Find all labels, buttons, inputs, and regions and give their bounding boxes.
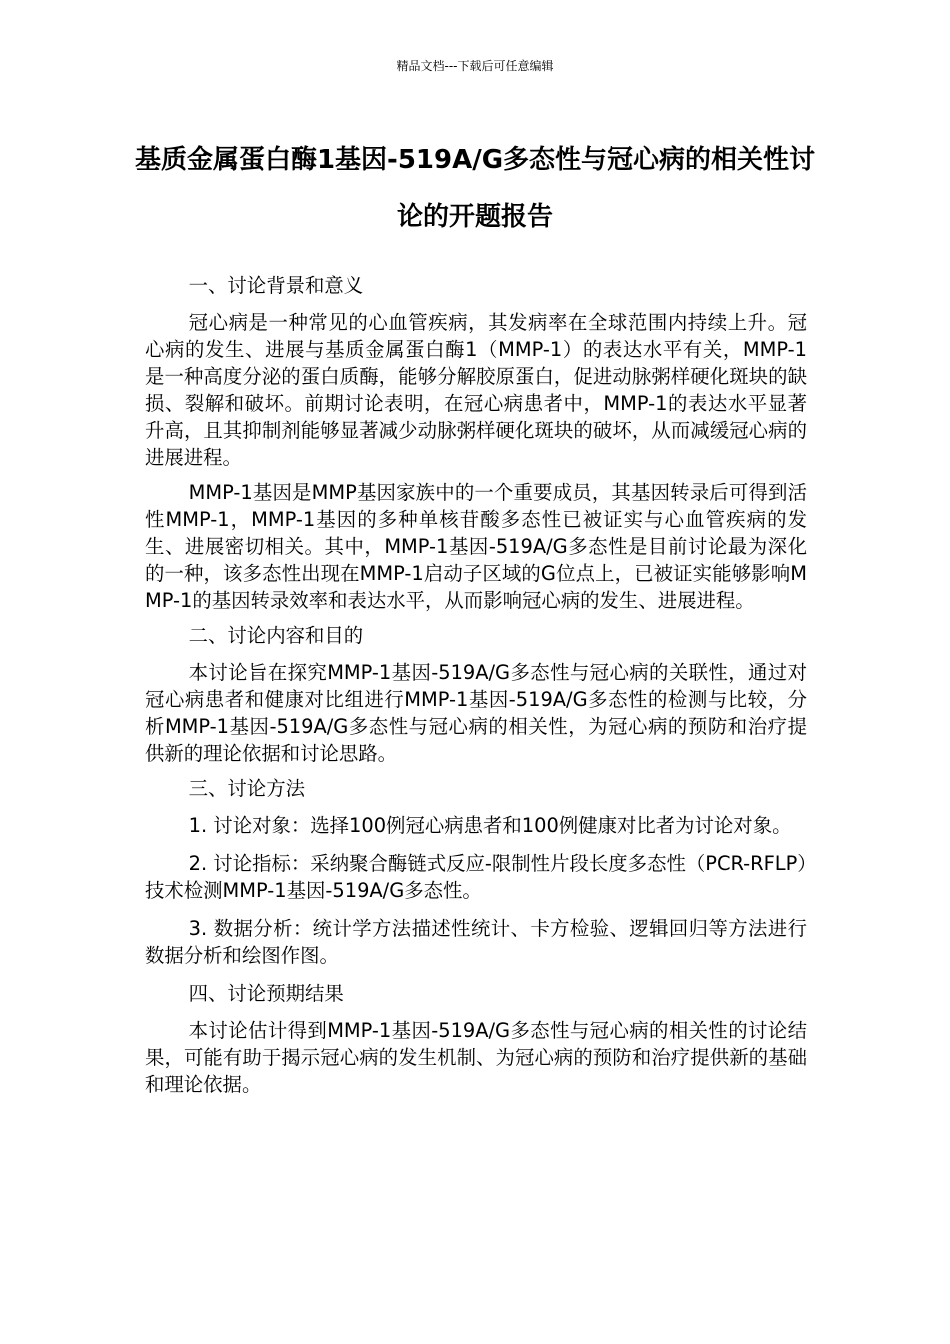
method-item-subjects: 1. 讨论对象：选择100例冠心病患者和100例健康对比者为讨论对象。	[188, 814, 792, 837]
document-title: 基质金属蛋白酶1基因-519A/G多态性与冠心病的相关性讨论的开题报告	[134, 145, 816, 232]
document-body	[145, 272, 807, 1106]
paragraph-background-1: 冠心病是一种常见的心血管疾病，其发病率在全球范围内持续上升。冠心病的发生、进展与基质金属蛋白酶1（MMP-1）的表达水平有关，MMP-1是一种高度分泌的蛋白质酶，能够分解胶原蛋白，促进动脉粥样硬化斑块的缺损、裂解和破坏。前期讨论表明，在冠心病患者中，MMP-1的表达水平显著升高，且其抑制剂能够显著减少动脉粥样硬化斑块的破坏，从而减缓冠心病的进展进程。	[145, 311, 807, 469]
paragraph-background-2: MMP-1基因是MMP基因家族中的一个重要成员，其基因转录后可得到活性MMP-1，MMP-1基因的多种单核苷酸多态性已被证实与心血管疾病的发生、进展密切相关。其中，MMP-1基因-519A/G多态性是目前讨论最为深化的一种，该多态性出现在MMP-1启动子区域的G位点上，已被证实能够影响MMP-1的基因转录效率和表达水平，从而影响冠心病的发生、进展进程。	[145, 481, 807, 612]
section-heading-expected-results: 四、讨论预期结果	[188, 982, 344, 1005]
paragraph-expected-results: 本讨论估计得到MMP-1基因-519A/G多态性与冠心病的相关性的讨论结果，可能有助于揭示冠心病的发生机制、为冠心病的预防和治疗提供新的基础和理论依据。	[145, 1019, 807, 1096]
section-heading-content-purpose: 二、讨论内容和目的	[188, 624, 364, 647]
section-heading-background: 一、讨论背景和意义	[188, 274, 364, 297]
method-item-analysis: 3. 数据分析：统计学方法描述性统计、卡方检验、逻辑回归等方法进行数据分析和绘图作图。	[145, 917, 807, 967]
header-note: 精品文档---下载后可任意编辑	[396, 59, 554, 73]
section-heading-methods: 三、讨论方法	[188, 777, 305, 800]
method-item-indicators: 2. 讨论指标：采纳聚合酶链式反应-限制性片段长度多态性（PCR-RFLP）技术检测MMP-1基因-519A/G多态性。	[145, 852, 807, 902]
paragraph-content-purpose: 本讨论旨在探究MMP-1基因-519A/G多态性与冠心病的关联性，通过对冠心病患者和健康对比组进行MMP-1基因-519A/G多态性的检测与比较，分析MMP-1基因-519A/G多态性与冠心病的相关性，为冠心病的预防和治疗提供新的理论依据和讨论思路。	[145, 661, 807, 765]
